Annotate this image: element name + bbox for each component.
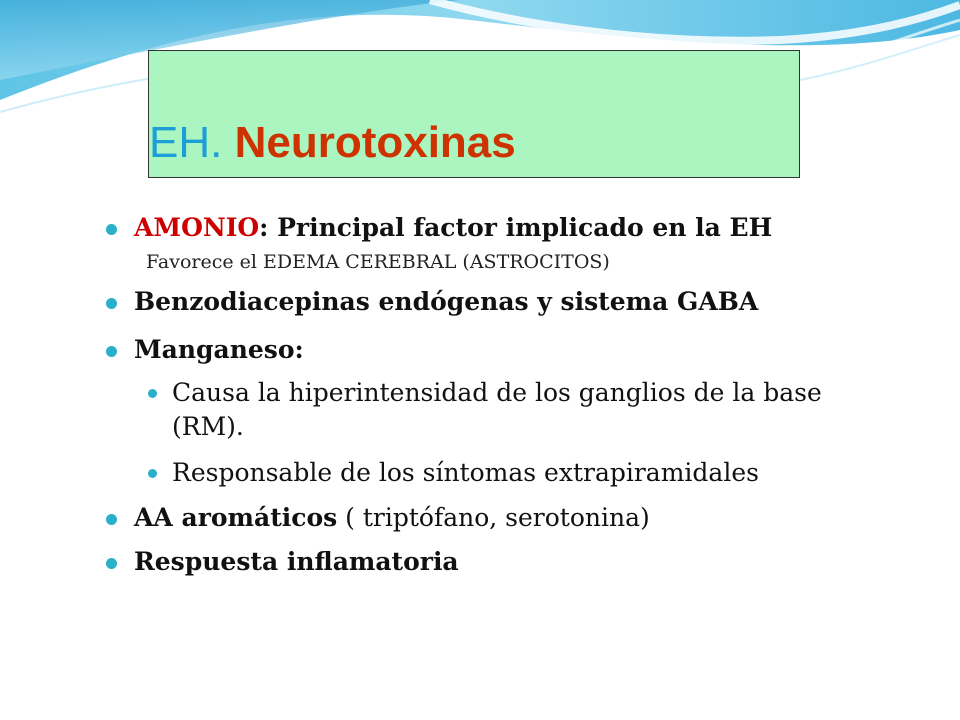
manganeso-sub-1 <box>106 376 872 444</box>
respuesta-text: Respuesta inflamatoria <box>134 547 459 576</box>
title-main: Neurotoxinas <box>234 118 516 167</box>
aa-bold: AA aromáticos <box>134 503 338 532</box>
benzo-text: Benzodiacepinas endógenas y sistema GABA <box>134 287 759 316</box>
manganeso-sub2-text: Responsable de los síntomas extrapiramidales <box>172 458 759 487</box>
bullet-respuesta <box>106 546 906 578</box>
bullet-benzodiacepinas <box>106 286 906 318</box>
bullet-amonio <box>106 212 906 244</box>
manganeso-text: Manganeso: <box>134 335 304 364</box>
slide-title <box>149 117 516 169</box>
bullet-dot-icon <box>106 514 117 525</box>
amonio-note: Favorece el EDEMA CEREBRAL (ASTROCITOS) <box>146 251 610 273</box>
manganeso-sub-2 <box>106 456 906 490</box>
manganeso-sub1-text: Causa la hiperintensidad de los ganglios de la base (RM). <box>172 378 822 441</box>
title-box <box>148 50 800 178</box>
amonio-keyword: AMONIO <box>134 213 260 242</box>
title-prefix: EH. <box>149 118 235 167</box>
sub-bullet-dot-icon <box>148 469 157 478</box>
sub-bullet-dot-icon <box>148 389 157 398</box>
bullet-dot-icon <box>106 298 117 309</box>
aa-rest: ( triptófano, serotonina) <box>337 503 650 532</box>
amonio-text: : Principal factor implicado en la EH <box>259 213 773 242</box>
bullet-aa-aromaticos <box>106 502 906 534</box>
bullet-list <box>106 212 906 578</box>
bullet-manganeso <box>106 334 906 366</box>
bullet-dot-icon <box>106 346 117 357</box>
bullet-dot-icon <box>106 558 117 569</box>
bullet-dot-icon <box>106 224 117 235</box>
